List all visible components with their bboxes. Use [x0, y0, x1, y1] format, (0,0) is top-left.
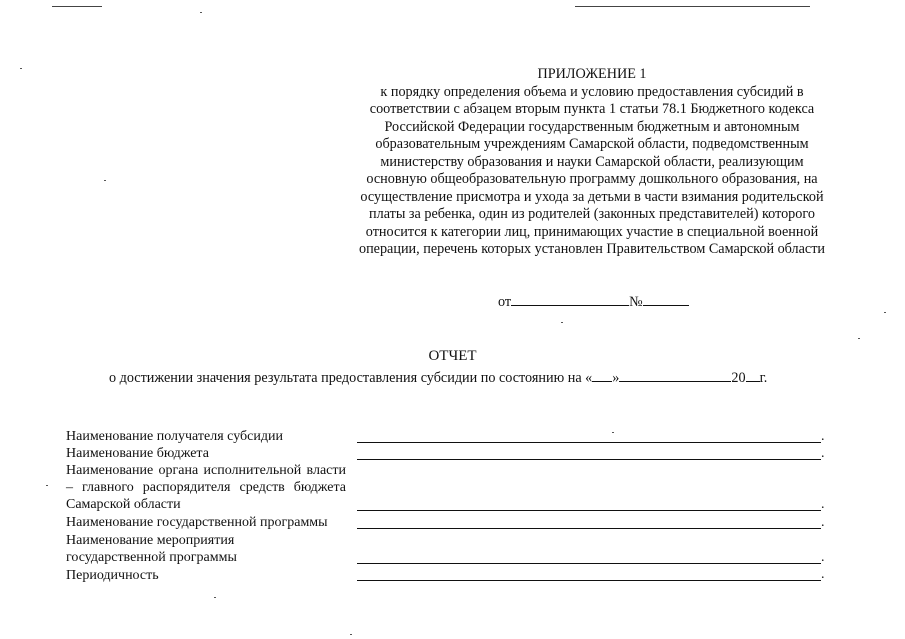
recipient-line	[357, 442, 821, 443]
subtitle-suffix: г.	[759, 370, 768, 386]
budget-line	[357, 459, 821, 460]
measure-dot: .	[821, 550, 825, 565]
date-number-line	[498, 292, 689, 311]
number-label: №	[629, 294, 643, 310]
number-blank	[643, 292, 689, 306]
report-title: ОТЧЕТ	[428, 348, 477, 364]
recipient-dot: .	[821, 429, 825, 444]
date-blank	[511, 292, 629, 306]
program-line	[357, 528, 821, 529]
top-rule-left	[52, 6, 102, 7]
scan-speck	[214, 597, 216, 598]
program-dot: .	[821, 515, 825, 530]
scan-speck	[561, 322, 563, 323]
periodicity-line	[357, 580, 821, 581]
budget-label: Наименование бюджета	[66, 446, 209, 461]
measure-line	[357, 563, 821, 564]
scan-speck	[200, 12, 202, 13]
month-blank	[619, 368, 731, 382]
authority-line	[357, 510, 821, 511]
subtitle-prefix: о достижении значения результата предоставления субсидии по состоянию на «	[109, 370, 593, 386]
periodicity-label: Периодичность	[66, 568, 159, 583]
report-subtitle	[109, 368, 829, 387]
program-label: Наименование государственной программы	[66, 515, 328, 530]
authority-dot: .	[821, 497, 825, 512]
from-label: от	[498, 294, 512, 310]
authority-label: Наименование органа исполнительной власти – главного распорядителя средств бюджета Самарской области	[66, 463, 346, 512]
scan-speck	[104, 180, 106, 181]
scan-speck	[46, 485, 48, 486]
scan-speck	[350, 634, 352, 635]
subtitle-mid: »	[612, 370, 620, 386]
recipient-label: Наименование получателя субсидии	[66, 429, 283, 444]
subtitle-year: 20	[731, 370, 746, 386]
scan-speck	[858, 338, 860, 339]
periodicity-dot: .	[821, 567, 825, 582]
scan-speck	[612, 432, 614, 433]
scan-speck	[884, 312, 886, 313]
day-blank	[592, 368, 612, 382]
budget-dot: .	[821, 446, 825, 461]
measure-label-line1: Наименование мероприятия	[66, 533, 235, 548]
scan-speck	[20, 68, 22, 69]
year-blank	[746, 368, 760, 382]
appendix-header	[352, 66, 832, 259]
measure-label-line2: государственной программы	[66, 550, 237, 565]
appendix-title: ПРИЛОЖЕНИЕ 1	[537, 66, 647, 82]
top-rule-right	[575, 6, 810, 7]
appendix-body: к порядку определения объема и условию предоставления субсидий в соответствии с абзацем вторым пункта 1 статьи 78.1 Бюджетного кодекса Российской Федерации государственным бюджетным и автономным образовательным учреждениям Самарской области, подведомственным министерству образования и науки Самарской области, реализующим основную общеобразовательную программу дошкольного образования, на осуществление присмотра и ухода за детьми в части взимания родительской платы за ребенка, один из родителей (законных представителей) которого относится к категории лиц, принимающих участие в специальной военной операции, перечень которых установлен Правительством Самарской области	[358, 83, 826, 257]
